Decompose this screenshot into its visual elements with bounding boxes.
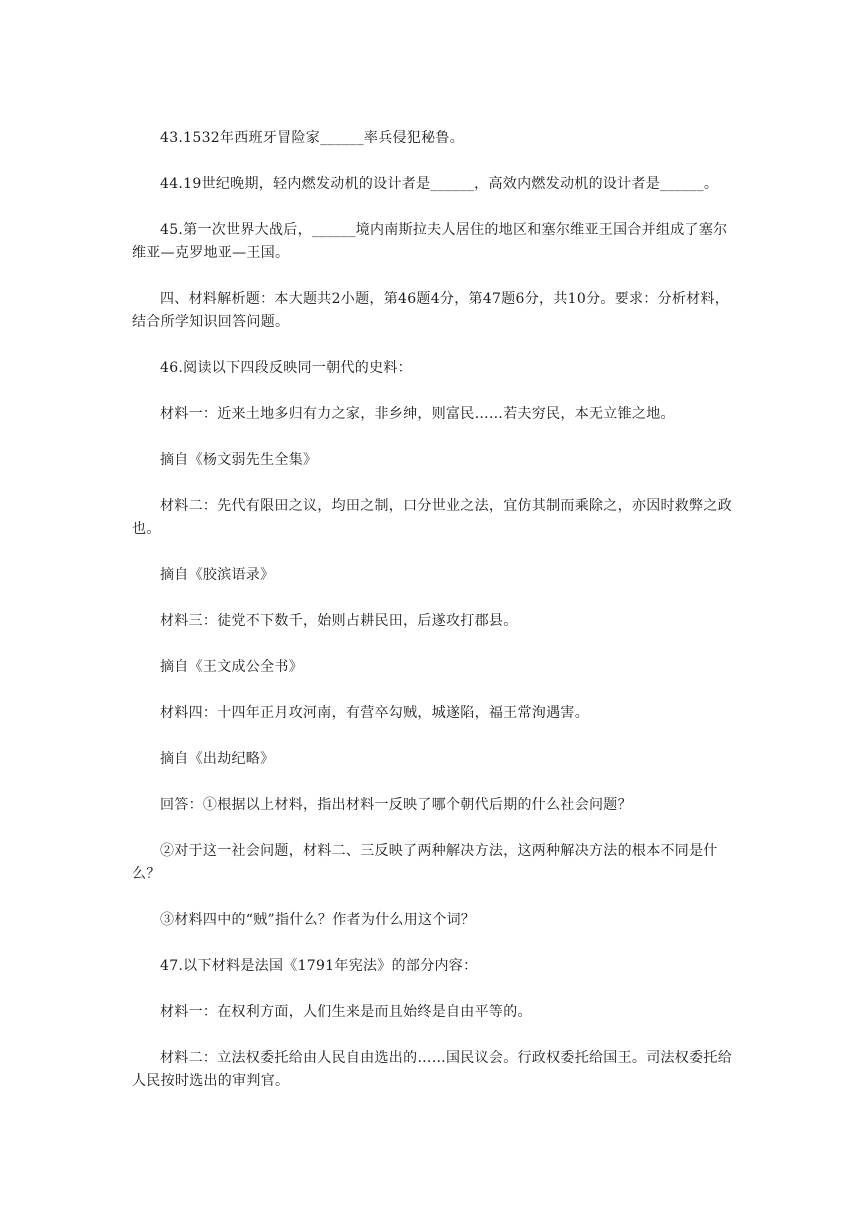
answer-prompt-2: ②对于这一社会问题，材料二、三反映了两种解决方法，这两种解决方法的根本不同是什么？ [132, 843, 718, 882]
source-2: 摘自《胶滨语录》 [160, 567, 275, 583]
source-4: 摘自《出劫纪略》 [160, 751, 275, 767]
answer-prompt-1: 回答：①根据以上材料，指出材料一反映了哪个朝代后期的什么社会问题？ [160, 797, 632, 813]
source-1: 摘自《杨文弱先生全集》 [160, 452, 318, 468]
material-4: 材料四：十四年正月攻河南，有营卒勾贼，城遂陷，福王常洵遇害。 [160, 705, 589, 721]
answer-prompt-3: ③材料四中的“贼”指什么？作者为什么用这个词？ [160, 912, 476, 928]
question-47-intro: 47.以下材料是法国《1791年宪法》的部分内容： [160, 958, 478, 974]
material-1: 材料一：近来土地多归有力之家，非乡绅，则富民……若夫穷民，本无立锥之地。 [160, 406, 675, 422]
section-four-heading: 四、材料解析题：本大题共2小题，第46题4分，第47题6分，共10分。要求：分析材料，结合所学知识回答问题。 [132, 291, 730, 330]
source-3: 摘自《王文成公全书》 [160, 659, 303, 675]
question-45: 45.第一次世界大战后，______境内南斯拉夫人居住的地区和塞尔维亚王国合并组成了塞尔维亚—克罗地亚—王国。 [132, 222, 728, 261]
question-46-intro: 46.阅读以下四段反映同一朝代的史料： [160, 360, 412, 376]
material-3: 材料三：徒党不下数千，始则占耕民田，后遂攻打郡县。 [160, 613, 518, 629]
constitution-material-1: 材料一：在权利方面，人们生来是而且始终是自由平等的。 [160, 1004, 532, 1020]
constitution-material-2: 材料二：立法权委托给由人民自由选出的……国民议会。行政权委托给国王。司法权委托给人民按时选出的审判官。 [132, 1050, 732, 1089]
material-2: 材料二：先代有限田之议，均田之制，口分世业之法，宜仿其制而乘除之，亦因时救弊之政也。 [132, 498, 732, 537]
question-44: 44.19世纪晚期，轻内燃发动机的设计者是______，高效内燃发动机的设计者是______。 [160, 176, 719, 192]
question-43: 43.1532年西班牙冒险家______率兵侵犯秘鲁。 [160, 130, 464, 146]
